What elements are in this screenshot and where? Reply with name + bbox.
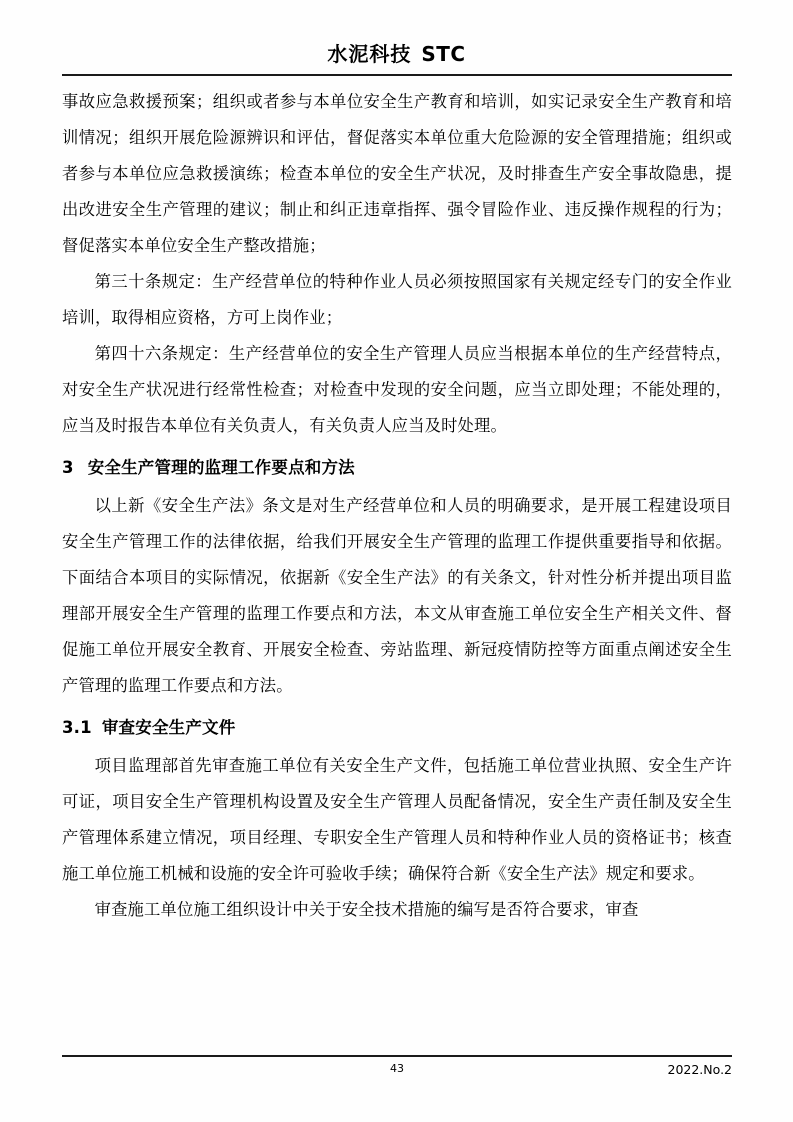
paragraph-continuation: 事故应急救援预案；组织或者参与本单位安全生产教育和培训，如实记录安全生产教育和培训情况；组织开展危险源辨识和评估，督促落实本单位重大危险源的安全管理措施；组织或者参与本单位应急救援演练；检查本单位的安全生产状况，及时排查生产安全事故隐患，提出改进安全生产管理的建议；制止和纠正违章指挥、强令冒险作业、违反操作规程的行为；督促落实本单位安全生产整改措施； bbox=[62, 92, 732, 255]
section-number-3: 3 bbox=[62, 458, 74, 477]
page-number: 43 bbox=[390, 1062, 404, 1075]
paragraph-section-3-body: 以上新《安全生产法》条文是对生产经营单位和人员的明确要求，是开展工程建设项目安全生产管理工作的法律依据，给我们开展安全生产管理的监理工作提供重要指导和依据。下面结合本项目的实际情况，依据新《安全生产法》的有关条文，针对性分析并提出项目监理部开展安全生产管理的监理工作要点和方法，本文从审查施工单位安全生产相关文件、督促施工单位开展安全教育、开展安全检查、旁站监理、新冠疫情防控等方面重点阐述安全生产管理的监理工作要点和方法。 bbox=[62, 496, 732, 695]
paragraph-section-3-1-body-2: 审查施工单位施工组织设计中关于安全技术措施的编写是否符合要求，审查 bbox=[94, 900, 639, 919]
section-number-3-1: 3.1 bbox=[62, 718, 92, 737]
page-footer bbox=[62, 1062, 732, 1082]
paragraph-section-3-1-body-1: 项目监理部首先审查施工单位有关安全生产文件，包括施工单位营业执照、安全生产许可证，项目安全生产管理机构设置及安全生产管理人员配备情况，安全生产责任制及安全生产管理体系建立情况，项目经理、专职安全生产管理人员和特种作业人员的资格证书；核查施工单位施工机械和设施的安全许可验收手续；确保符合新《安全生产法》规定和要求。 bbox=[62, 756, 732, 883]
section-heading-3-1 bbox=[62, 710, 732, 746]
journal-title: 水泥科技 bbox=[327, 42, 412, 66]
issue-label: 2022.No.2 bbox=[667, 1062, 732, 1077]
paragraph-article-30: 第三十条规定：生产经营单位的特种作业人员必须按照国家有关规定经专门的安全作业培训，取得相应资格，方可上岗作业； bbox=[62, 272, 732, 327]
header-divider bbox=[62, 74, 732, 76]
document-content bbox=[62, 84, 732, 928]
footer-divider bbox=[62, 1055, 732, 1057]
paragraph-article-46: 第四十六条规定：生产经营单位的安全生产管理人员应当根据本单位的生产经营特点，对安全生产状况进行经常性检查；对检查中发现的安全问题，应当立即处理；不能处理的，应当及时报告本单位有关负责人，有关负责人应当及时处理。 bbox=[62, 344, 732, 435]
section-title-3: 安全生产管理的监理工作要点和方法 bbox=[87, 458, 355, 477]
section-title-3-1: 审查安全生产文件 bbox=[101, 718, 236, 737]
page-header bbox=[0, 38, 793, 67]
section-heading-3 bbox=[62, 450, 732, 486]
journal-abbreviation: STC bbox=[421, 42, 466, 66]
